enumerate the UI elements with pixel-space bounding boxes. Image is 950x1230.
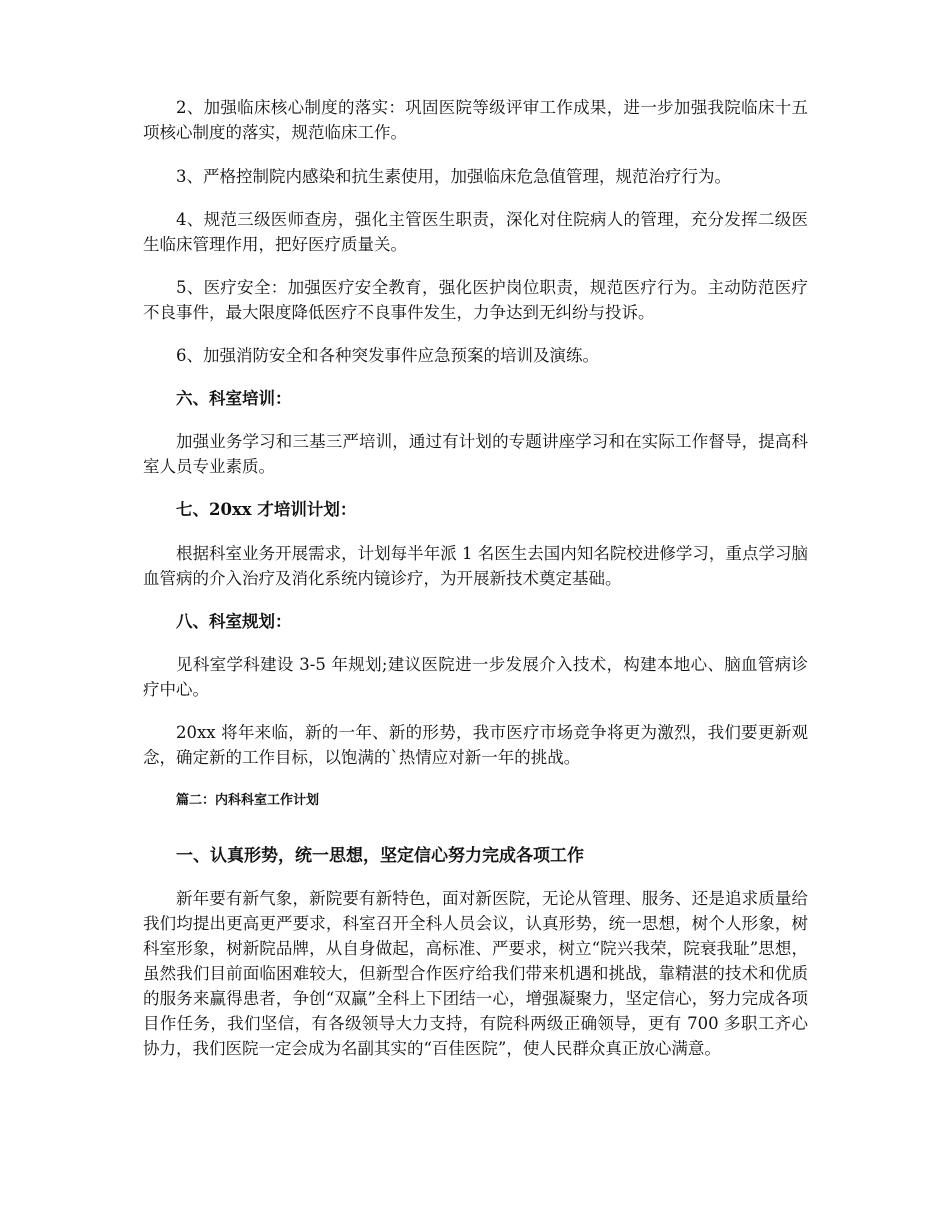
paragraph-planning: 见科室学科建设 3-5 年规划;建议医院进一步发展介入技术，构建本地心、脑血管病诊疗中心。: [143, 655, 808, 699]
paragraph-training: 加强业务学习和三基三严培训，通过有计划的专题讲座学习和在实际工作督导，提高科室人员专业素质。: [143, 432, 808, 476]
paragraph-ward-rounds: 4、规范三级医师查房，强化主管医生职责，深化对住院病人的管理，充分发挥二级医生临床管理作用，把好医疗质量关。: [143, 210, 808, 254]
paragraph-infection-control: 3、严格控制院内感染和抗生素使用，加强临床危急值管理，规范治疗行为。: [176, 167, 731, 186]
heading-unify-thinking: 一、认真形势，统一思想，坚定信心努力完成各项工作: [176, 846, 584, 866]
heading-department-training: 六、科室培训：: [176, 389, 292, 408]
paragraph-medical-safety: 5、医疗安全：加强医疗安全教育，强化医护岗位职责，规范医疗行为。主动防范医疗不良事件，最大限度降低医疗不良事件发生，力争达到无纠纷与投诉。: [143, 278, 808, 322]
paragraph-core-system: 2、加强临床核心制度的落实：巩固医院等级评审工作成果，进一步加强我院临床十五项核心制度的落实，规范临床工作。: [143, 98, 808, 142]
heading-talent-plan: 七、20xx 才培训计划：: [176, 500, 357, 519]
paragraph-new-hospital: 新年要有新气象，新院要有新特色，面对新医院，无论从管理、服务、还是追求质量给我们均提出更高更严要求，科室召开全科人员会议，认真形势，统一思想，树个人形象，树科室形象，树新院品牌，从自身做起，高标准、严要求，树立“院兴我荣，院衰我耻”思想，虽然我们目前面临困难较大，但新型合作医疗给我们带来机遇和挑战，靠精湛的技术和优质的服务来赢得患者，争创“双赢”全科上下团结一心，增强凝聚力，坚定信心，努力完成各项目作任务，我们坚信，有各级领导大力支持，有院科两级正确领导，更有 700 多职工齐心协力，我们医院一定会成为名副其实的“百佳医院”，使人民群众真正放心满意。: [143, 889, 808, 1058]
heading-department-planning: 八、科室规划：: [176, 612, 292, 631]
section-title: 篇二：内科科室工作计划: [176, 793, 320, 808]
paragraph-fire-safety: 6、加强消防安全和各种突发事件应急预案的培训及演练。: [176, 346, 599, 365]
paragraph-new-year: 20xx 将年来临，新的一年、新的形势，我市医疗市场竞争将更为激烈，我们要更新观念，确定新的工作目标，以饱满的`热情应对新一年的挑战。: [143, 723, 808, 767]
paragraph-talent-plan: 根据科室业务开展需求，计划每半年派 1 名医生去国内知名院校进修学习，重点学习脑血管病的介入治疗及消化系统内镜诊疗，为开展新技术奠定基础。: [143, 544, 808, 588]
